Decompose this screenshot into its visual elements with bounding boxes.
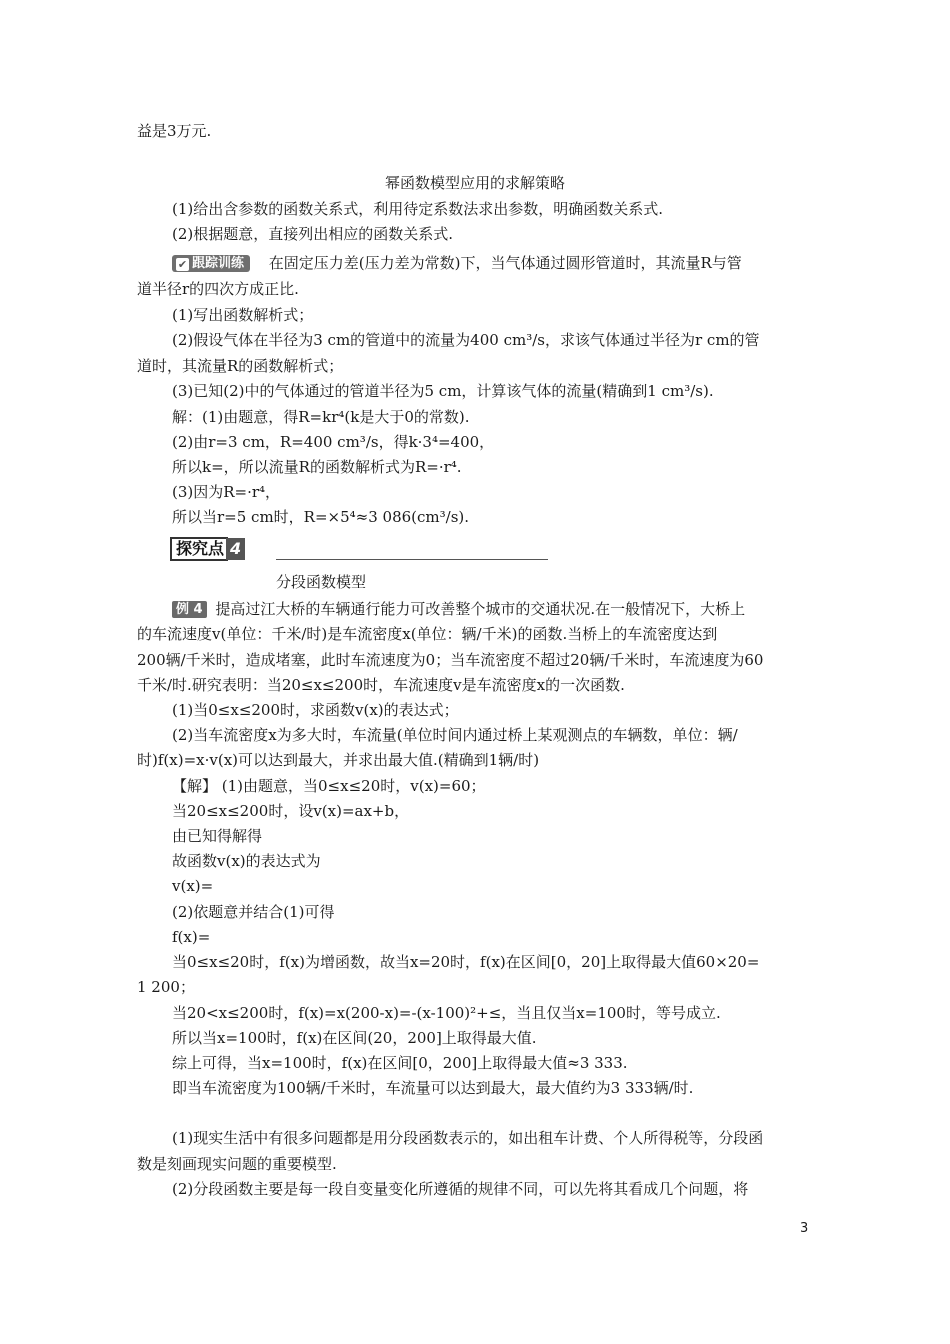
check-icon: ✔ xyxy=(177,258,188,271)
example-line: 综上可得，当x=100时，f(x)在区间[0，200]上取得最大值≈3 333. xyxy=(172,1054,628,1072)
example-line: 的车流速度v(单位：千米/时)是车流密度x(单位：辆/千米)的函数.当桥上的车流密度达到 xyxy=(137,625,718,643)
section-title: 分段函数模型 xyxy=(276,573,367,591)
strategy-item: (1)给出含参数的函数关系式，利用待定系数法求出参数，明确函数关系式. xyxy=(172,200,664,218)
practice-badge xyxy=(172,255,250,272)
example-intro-line xyxy=(172,599,745,619)
example-line: 当0≤x≤20时，f(x)为增函数，故当x=20时，f(x)在区间[0，20]上取得最大值60×20= xyxy=(172,953,760,971)
example-badge: 例 4 xyxy=(172,601,207,618)
example-line: 由已知得解得 xyxy=(172,827,263,845)
practice-line: 所以k=，所以流量R的函数解析式为R=·r⁴. xyxy=(172,458,462,476)
example-line: 即当车流密度为100辆/千米时，车流量可以达到最大，最大值约为3 333辆/时. xyxy=(172,1079,694,1097)
example-line: v(x)= xyxy=(172,877,214,895)
example-line: (2)当车流密度x为多大时，车流量(单位时间内通过桥上某观测点的车辆数，单位：辆/ xyxy=(172,726,738,744)
section-number: 4 xyxy=(226,538,245,560)
example-line: f(x)= xyxy=(172,928,211,946)
section-label: 探究点 xyxy=(170,537,228,561)
practice-intro-line xyxy=(172,253,742,273)
example-line: 时)f(x)=x·v(x)可以达到最大，并求出最大值.(精确到1辆/时) xyxy=(137,751,540,769)
practice-line: (2)假设气体在半径为3 cm的管道中的流量为400 cm³/s，求该气体通过半径为r cm的管 xyxy=(172,331,760,349)
practice-badge-label: 跟踪训练 xyxy=(192,256,245,271)
practice-line: 解：(1)由题意，得R=kr⁴(k是大于0的常数). xyxy=(172,408,470,426)
example-line: 1 200； xyxy=(137,978,195,996)
practice-line: 道时，其流量R的函数解析式； xyxy=(137,357,344,375)
note-line: (2)分段函数主要是每一段自变量变化所遵循的规律不同，可以先将其看成几个问题，将 xyxy=(172,1180,749,1198)
page-number: 3 xyxy=(800,1221,809,1236)
practice-line: (3)已知(2)中的气体通过的管道半径为5 cm，计算该气体的流量(精确到1 cm³/s). xyxy=(172,382,714,400)
example-intro: 提高过江大桥的车辆通行能力可改善整个城市的交通状况.在一般情况下，大桥上 xyxy=(215,600,746,618)
example-line: 【解】 (1)由题意，当0≤x≤20时，v(x)=60； xyxy=(172,777,486,795)
example-line: 当20≤x≤200时，设v(x)=ax+b， xyxy=(172,802,410,820)
example-line: 千米/时.研究表明：当20≤x≤200时，车流速度v是车流密度x的一次函数. xyxy=(137,676,625,694)
example-line: 200辆/千米时，造成堵塞，此时车流速度为0；当车流密度不超过20辆/千米时，车流速度为60 xyxy=(137,651,764,669)
strategy-title: 幂函数模型应用的求解策略 xyxy=(384,174,565,192)
practice-line: (1)写出函数解析式； xyxy=(172,306,314,324)
practice-line: (2)由r=3 cm，R=400 cm³/s，得k·3⁴=400， xyxy=(172,433,495,451)
example-line: 当20<x≤200时，f(x)=x(200-x)=-(x-100)²+≤，当且仅当x=100时，等号成立. xyxy=(172,1004,721,1022)
example-line: (1)当0≤x≤200时，求函数v(x)的表达式； xyxy=(172,701,459,719)
strategy-item: (2)根据题意，直接列出相应的函数关系式. xyxy=(172,225,454,243)
note-line: (1)现实生活中有很多问题都是用分段函数表示的，如出租车计费、个人所得税等，分段函 xyxy=(172,1129,764,1147)
example-line: 所以当x=100时，f(x)在区间(20，200]上取得最大值. xyxy=(172,1029,537,1047)
section-divider xyxy=(276,559,548,560)
practice-line: 所以当r=5 cm时，R=×5⁴≈3 086(cm³/s). xyxy=(172,508,470,526)
section-header xyxy=(170,537,245,561)
practice-intro: 在固定压力差(压力差为常数)下，当气体通过圆形管道时，其流量R与管 xyxy=(268,254,742,272)
note-line: 数是刻画现实问题的重要模型. xyxy=(137,1155,337,1173)
text-line: 益是3万元. xyxy=(137,122,212,140)
example-line: 故函数v(x)的表达式为 xyxy=(172,852,321,870)
practice-line: (3)因为R=·r⁴， xyxy=(172,483,281,501)
example-line: (2)依题意并结合(1)可得 xyxy=(172,903,335,921)
practice-line: 道半径r的四次方成正比. xyxy=(137,280,299,298)
